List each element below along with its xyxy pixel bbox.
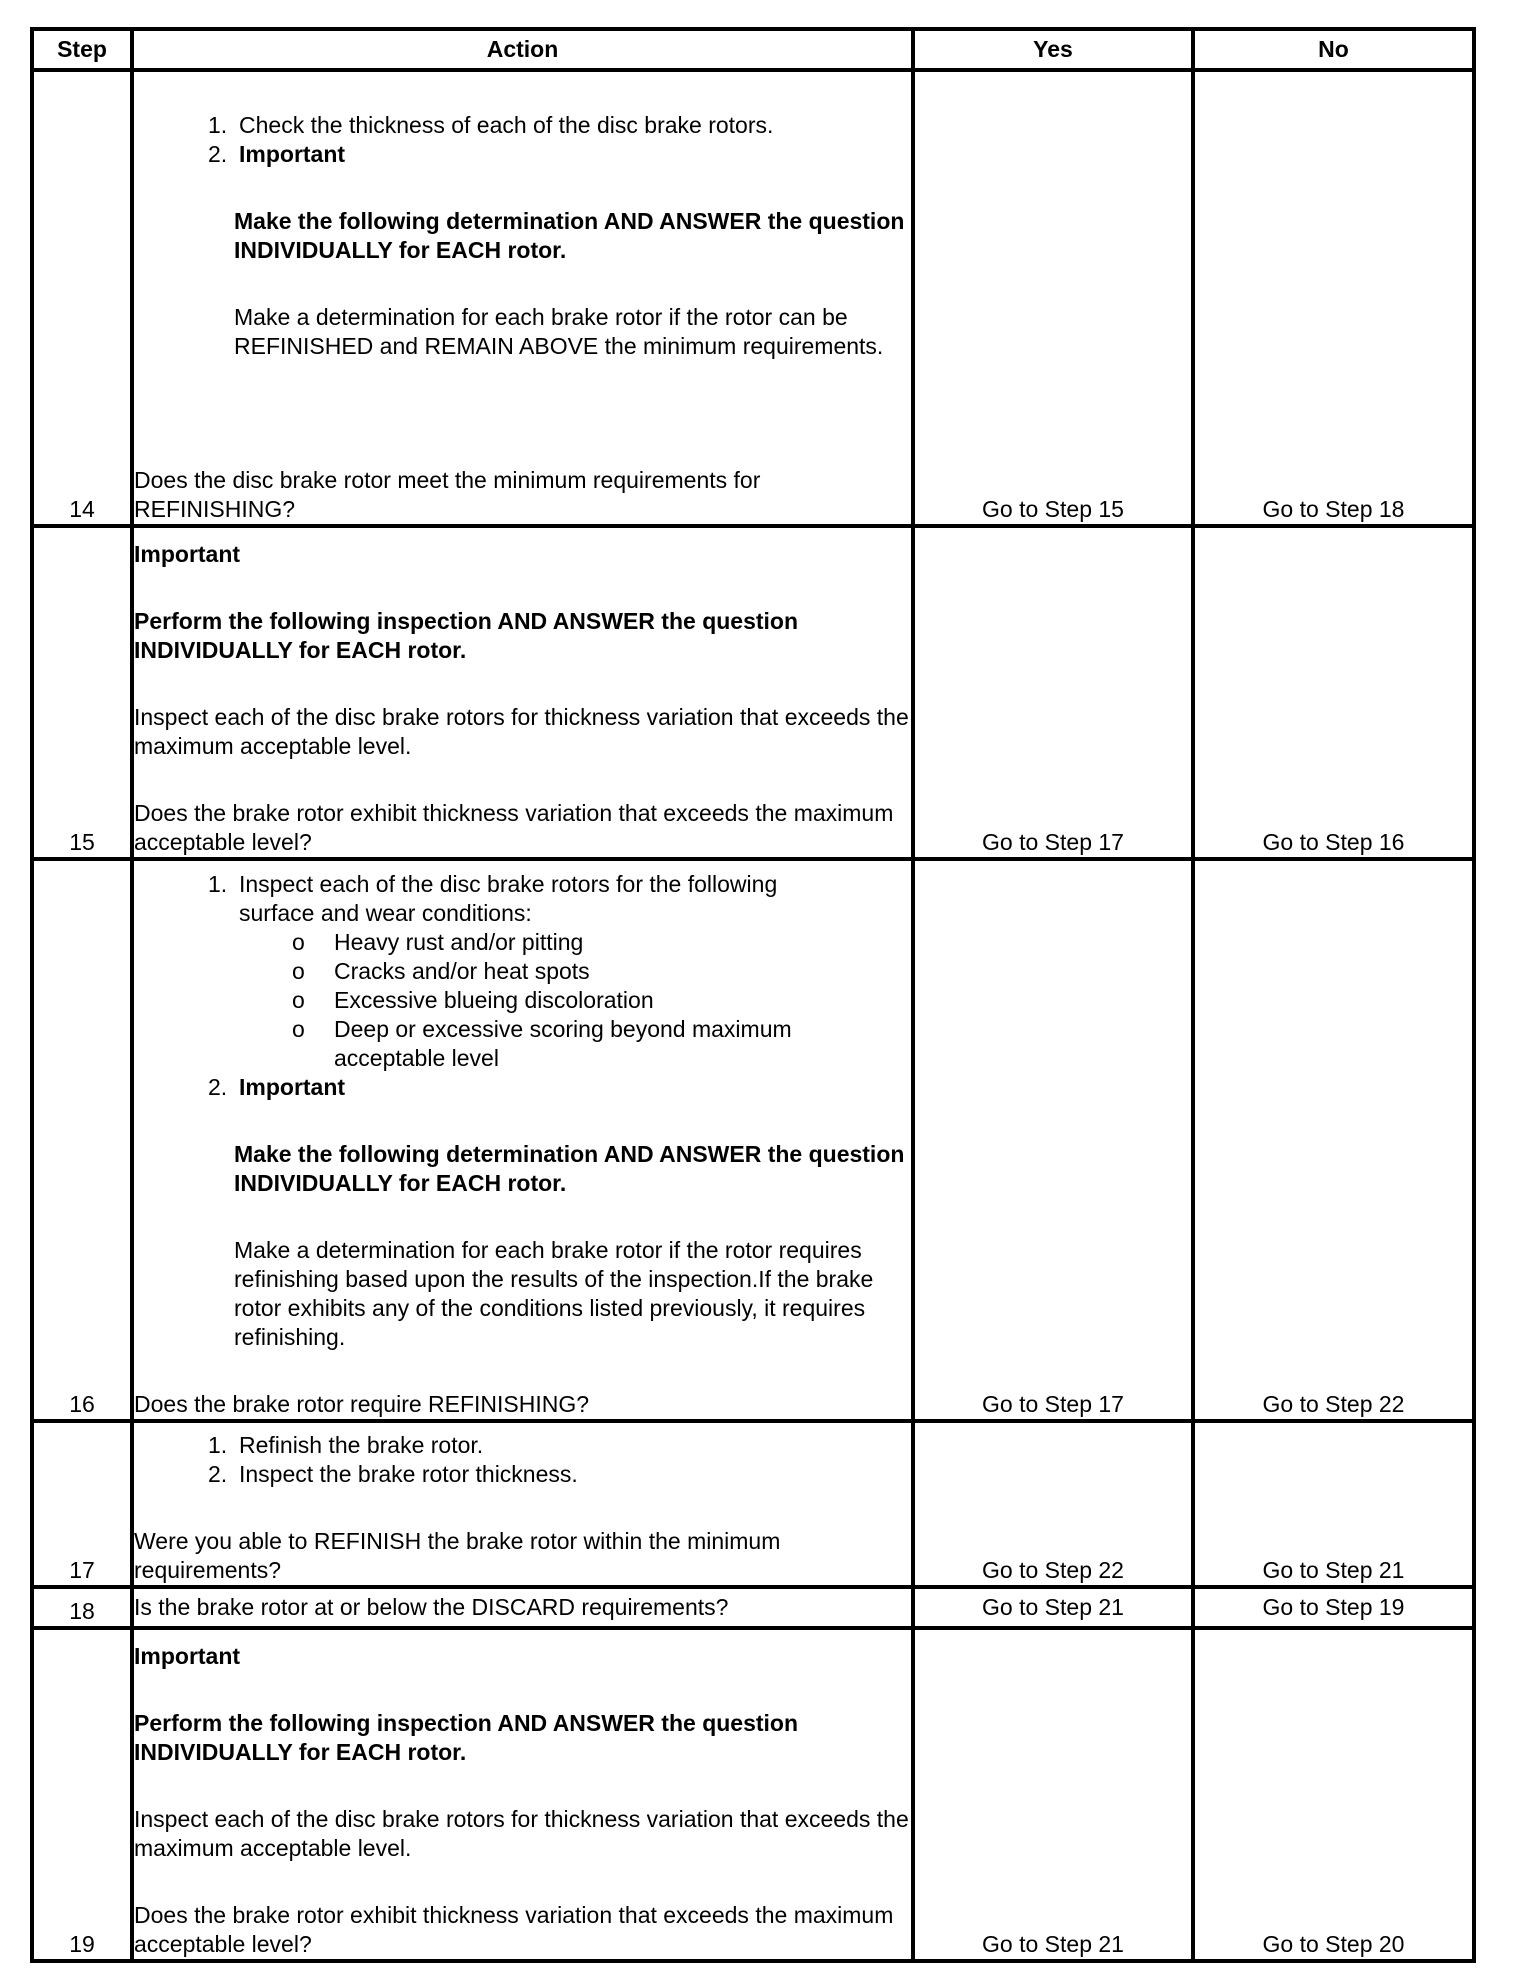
action-cell <box>132 526 913 859</box>
header-no: No <box>1193 29 1474 70</box>
list-number: 1. <box>208 871 228 897</box>
list-number: 2. <box>208 1074 228 1100</box>
bold-note: Make the following determination AND ANSWER the question INDIVIDUALLY for EACH rotor. <box>234 1141 905 1196</box>
bullet-item <box>292 928 911 957</box>
question-text: Were you able to REFINISH the brake rotor within the minimum requirements? <box>134 1528 781 1583</box>
note-text: Make a determination for each brake rotor if the rotor can be REFINISHED and REMAIN ABOVE the minimum requirements. <box>234 304 884 359</box>
important-label: Important <box>239 141 346 167</box>
bullet-item <box>292 1015 911 1073</box>
list-item <box>134 1431 911 1460</box>
no-answer: Go to Step 22 <box>1193 859 1474 1421</box>
yes-answer: Go to Step 17 <box>913 859 1193 1421</box>
question-text: Is the brake rotor at or below the DISCARD requirements? <box>134 1594 729 1620</box>
important-label: Important <box>134 541 241 567</box>
question-text: Does the brake rotor exhibit thickness variation that exceeds the maximum acceptable level? <box>134 1902 894 1957</box>
list-text: Inspect the brake rotor thickness. <box>239 1461 578 1487</box>
list-item <box>134 140 911 169</box>
step-number: 14 <box>32 70 132 526</box>
diagnostic-table <box>30 27 1476 1963</box>
bullet-mark: o <box>292 1016 305 1042</box>
list-text: Check the thickness of each of the disc brake rotors. <box>239 112 774 138</box>
important-label: Important <box>134 1643 241 1669</box>
action-cell <box>132 859 913 1421</box>
list-text: Inspect each of the disc brake rotors for the following surface and wear conditions: <box>239 871 778 926</box>
table-row <box>32 70 1474 526</box>
list-item <box>134 870 911 928</box>
action-cell <box>132 1421 913 1587</box>
question-text: Does the brake rotor exhibit thickness variation that exceeds the maximum acceptable level? <box>134 800 894 855</box>
yes-answer: Go to Step 17 <box>913 526 1193 859</box>
header-yes: Yes <box>913 29 1193 70</box>
step-number: 17 <box>32 1421 132 1587</box>
list-number: 2. <box>208 1461 228 1487</box>
note-text: Inspect each of the disc brake rotors for thickness variation that exceeds the maximum acceptable level. <box>134 1806 909 1861</box>
no-answer: Go to Step 19 <box>1193 1587 1474 1628</box>
list-item <box>134 1460 911 1489</box>
table-row <box>32 859 1474 1421</box>
action-cell <box>132 70 913 526</box>
bullet-text: Deep or excessive scoring beyond maximum acceptable level <box>334 1016 792 1071</box>
bullet-text: Heavy rust and/or pitting <box>334 929 584 955</box>
bold-note: Perform the following inspection AND ANSWER the question INDIVIDUALLY for EACH rotor. <box>134 1710 799 1765</box>
table-row <box>32 1587 1474 1628</box>
table-row <box>32 1421 1474 1587</box>
table-row <box>32 1628 1474 1961</box>
bold-note: Make the following determination AND ANSWER the question INDIVIDUALLY for EACH rotor. <box>234 208 905 263</box>
question-text: Does the brake rotor require REFINISHING? <box>134 1391 590 1417</box>
header-row <box>32 29 1474 70</box>
yes-answer: Go to Step 21 <box>913 1587 1193 1628</box>
list-item <box>134 111 911 140</box>
no-answer: Go to Step 18 <box>1193 70 1474 526</box>
note-text: Inspect each of the disc brake rotors for thickness variation that exceeds the maximum acceptable level. <box>134 704 909 759</box>
step-number: 18 <box>32 1587 132 1628</box>
list-text: Refinish the brake rotor. <box>239 1432 484 1458</box>
action-cell <box>132 1587 913 1628</box>
bullet-mark: o <box>292 929 305 955</box>
list-number: 1. <box>208 1432 228 1458</box>
header-action: Action <box>132 29 913 70</box>
list-number: 2. <box>208 141 228 167</box>
step-number: 19 <box>32 1628 132 1961</box>
bullet-item <box>292 957 911 986</box>
header-step: Step <box>32 29 132 70</box>
bullet-text: Excessive blueing discoloration <box>334 987 654 1013</box>
action-cell <box>132 1628 913 1961</box>
table-row <box>32 526 1474 859</box>
bullet-text: Cracks and/or heat spots <box>334 958 590 984</box>
no-answer: Go to Step 16 <box>1193 526 1474 859</box>
bullet-mark: o <box>292 987 305 1013</box>
bold-note: Perform the following inspection AND ANSWER the question INDIVIDUALLY for EACH rotor. <box>134 608 799 663</box>
yes-answer: Go to Step 15 <box>913 70 1193 526</box>
question-text: Does the disc brake rotor meet the minimum requirements for REFINISHING? <box>134 467 761 522</box>
note-text: Make a determination for each brake rotor if the rotor requires refinishing based upon the results of the inspection.If the brake rotor exhibits any of the conditions listed previously, it requires refinishing. <box>234 1237 874 1350</box>
list-item <box>134 1073 911 1102</box>
step-number: 15 <box>32 526 132 859</box>
bullet-list <box>134 928 911 1073</box>
important-label: Important <box>239 1074 346 1100</box>
no-answer: Go to Step 20 <box>1193 1628 1474 1961</box>
yes-answer: Go to Step 22 <box>913 1421 1193 1587</box>
step-number: 16 <box>32 859 132 1421</box>
bullet-item <box>292 986 911 1015</box>
list-number: 1. <box>208 112 228 138</box>
no-answer: Go to Step 21 <box>1193 1421 1474 1587</box>
bullet-mark: o <box>292 958 305 984</box>
yes-answer: Go to Step 21 <box>913 1628 1193 1961</box>
